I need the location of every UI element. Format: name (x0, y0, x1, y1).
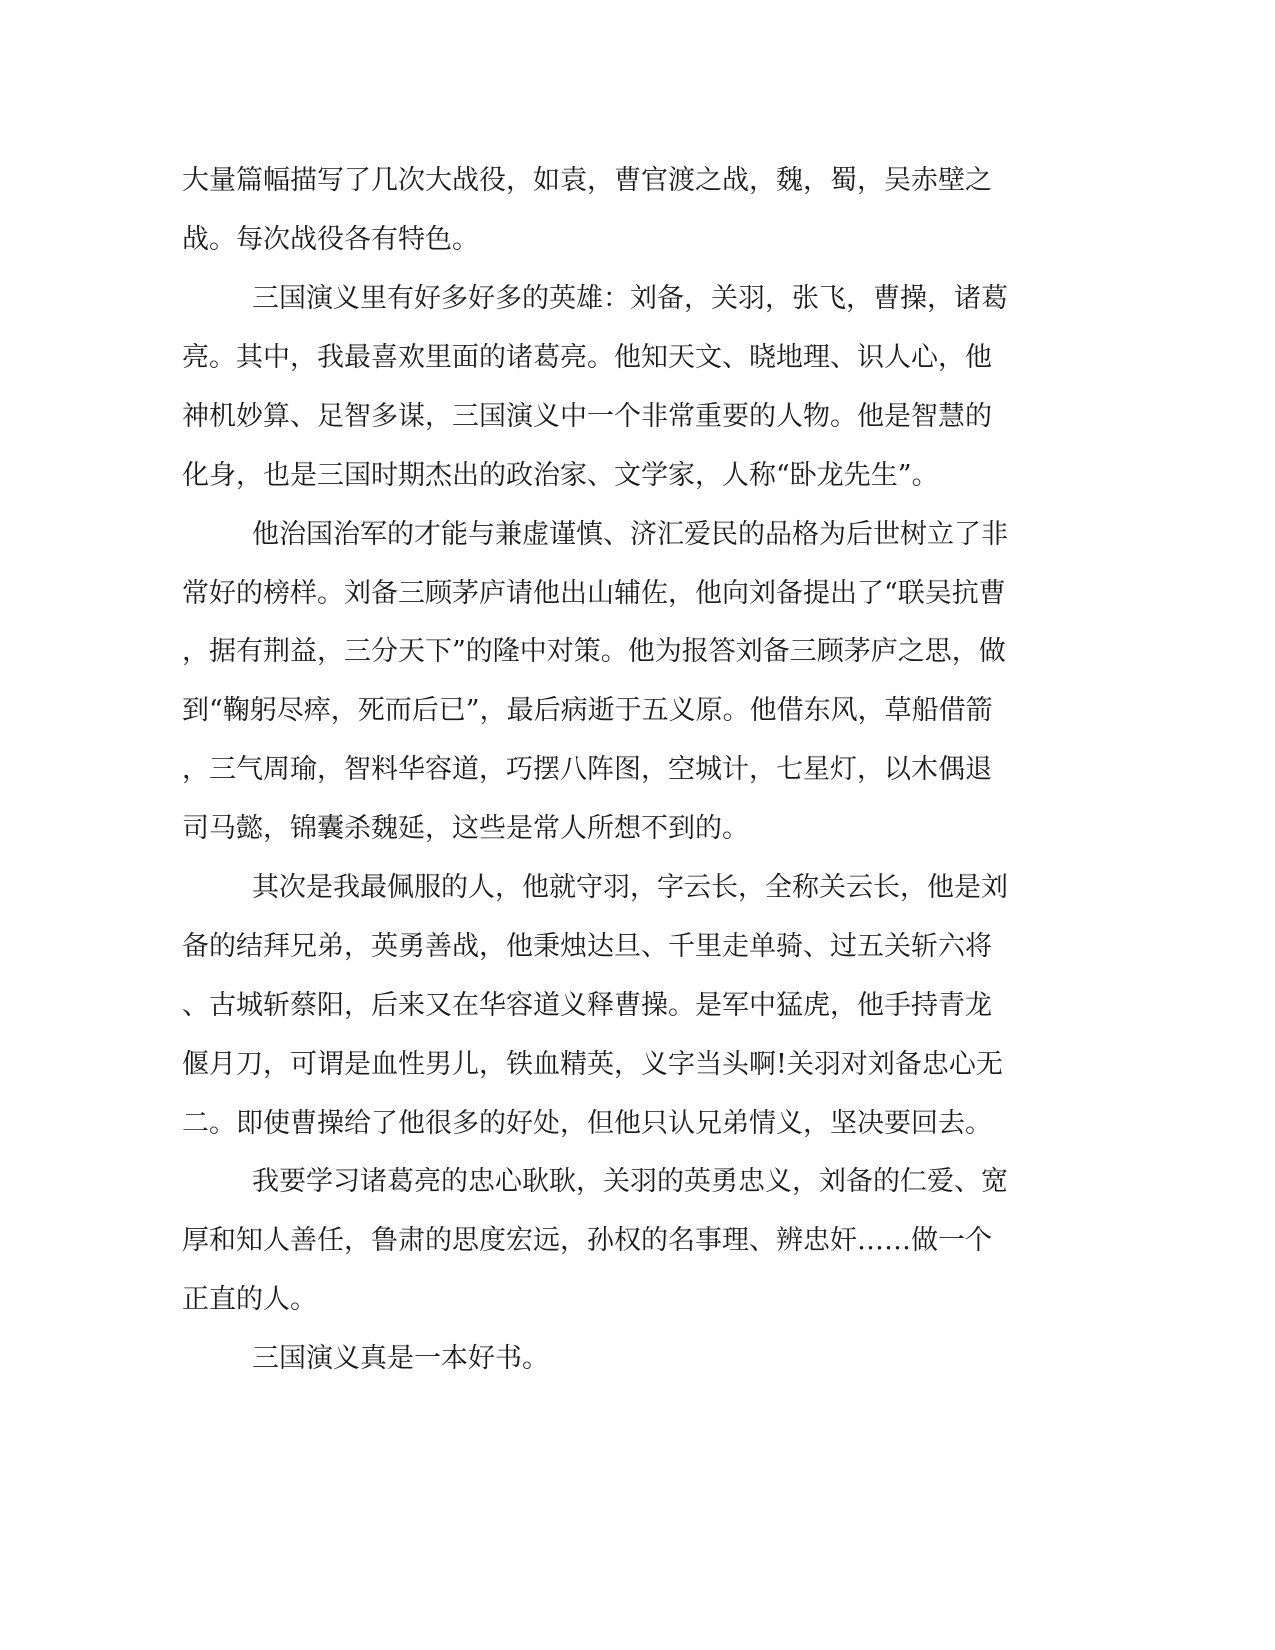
text-line-18: 我要学习诸葛亮的忠心耿耿，关羽的英勇忠义，刘备的仁爱、宽 (252, 1166, 1008, 1197)
text-line-15: 、古城斩蔡阳，后来又在华容道义释曹操。是军中猛虎，他手持青龙 (182, 990, 992, 1021)
text-line-2: 战。每次战役各有特色。 (182, 224, 479, 255)
text-line-4: 亮。其中，我最喜欢里面的诸葛亮。他知天文、晓地理、识人心，他 (182, 342, 992, 373)
text-line-19: 厚和知人善任，鲁肃的思度宏远，孙权的名事理、辨忠奸……做一个 (182, 1225, 992, 1256)
text-line-8: 常好的榜样。刘备三顾茅庐请他出山辅佐，他向刘备提出了“联吴抗曹 (182, 578, 1006, 609)
text-line-9: ，据有荆益，三分天下”的隆中对策。他为报答刘备三顾茅庐之思，做 (182, 636, 1006, 667)
text-line-7: 他治国治军的才能与兼虚谨慎、济汇爱民的品格为后世树立了非 (252, 519, 1008, 550)
text-line-11: ，三气周瑜，智料华容道，巧摆八阵图，空城计，七星灯，以木偶退 (182, 754, 992, 785)
text-line-16: 偃月刀，可谓是血性男儿，铁血精英，义字当头啊!关羽对刘备忠心无 (182, 1049, 1003, 1080)
text-line-6: 化身，也是三国时期杰出的政治家、文学家，人称“卧龙先生”。 (182, 460, 939, 491)
text-line-5: 神机妙算、足智多谋，三国演义中一个非常重要的人物。他是智慧的 (182, 401, 992, 432)
text-line-10: 到“鞠躬尽瘁，死而后已”，最后病逝于五义原。他借东风，草船借箭 (182, 695, 993, 726)
text-line-21: 三国演义真是一本好书。 (252, 1343, 549, 1374)
text-line-12: 司马懿，锦囊杀魏延，这些是常人所想不到的。 (182, 813, 749, 844)
text-line-13: 其次是我最佩服的人，他就守羽，字云长，全称关云长，他是刘 (252, 872, 1008, 903)
text-line-3: 三国演义里有好多好多的英雄：刘备，关羽，张飞，曹操，诸葛 (252, 283, 1008, 314)
text-line-14: 备的结拜兄弟，英勇善战，他秉烛达旦、千里走单骑、过五关斩六将 (182, 931, 992, 962)
text-line-17: 二。即使曹操给了他很多的好处，但他只认兄弟情义，坚决要回去。 (182, 1108, 992, 1139)
text-line-20: 正直的人。 (182, 1284, 317, 1315)
text-line-1: 大量篇幅描写了几次大战役，如袁，曹官渡之战，魏，蜀，吴赤壁之 (182, 165, 992, 196)
